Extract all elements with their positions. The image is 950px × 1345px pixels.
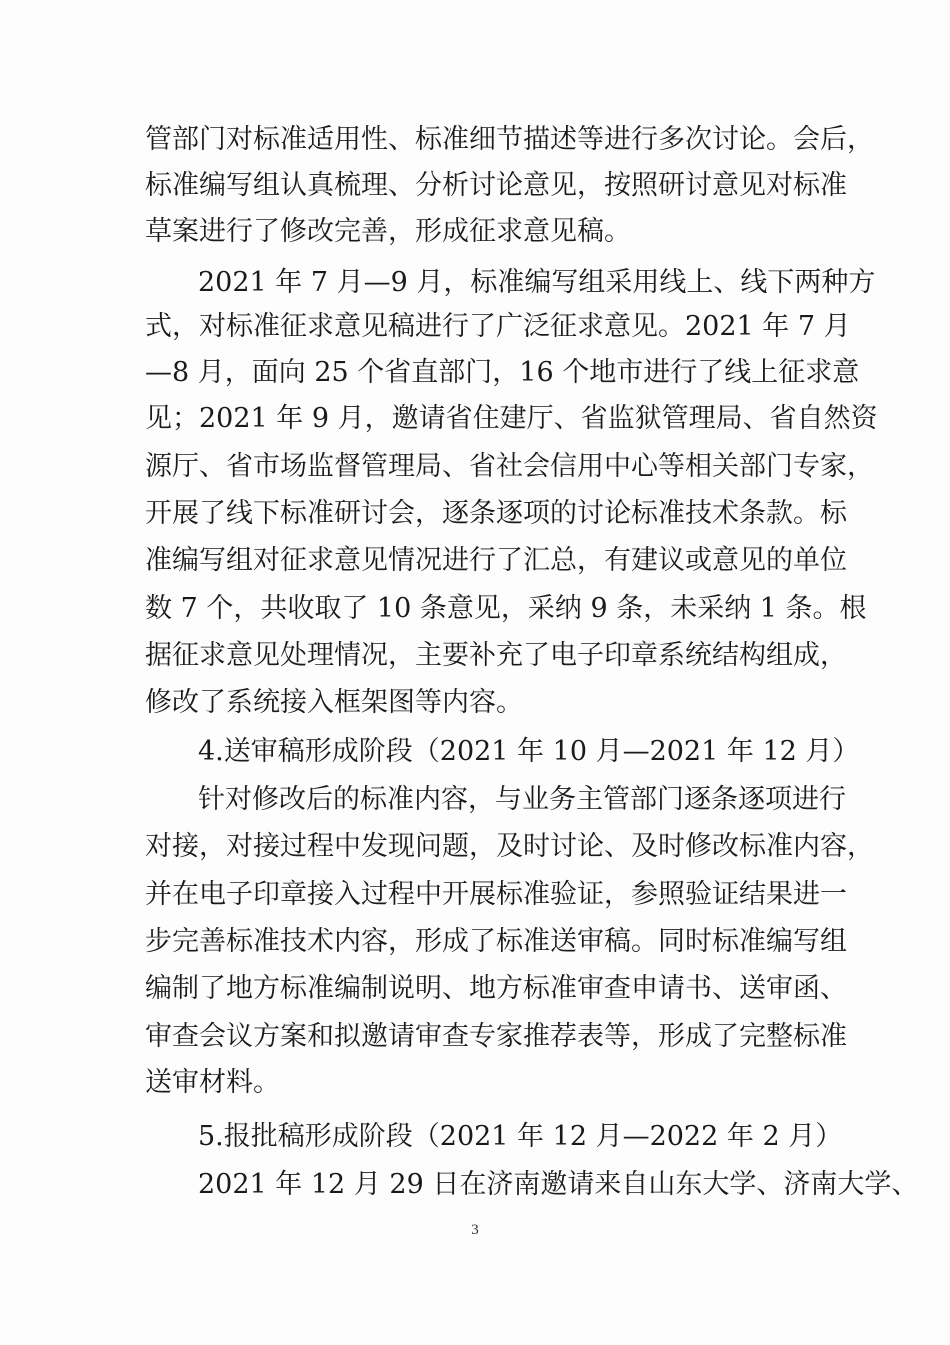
- paragraph-line: —8 月，面向 25 个省直部门，16 个地市进行了线上征求意: [145, 357, 860, 388]
- paragraph-line: 准编写组对征求意见情况进行了汇总，有建议或意见的单位: [145, 545, 847, 576]
- paragraph-line: 修改了系统接入框架图等内容。: [145, 687, 523, 718]
- paragraph-line: 送审材料。: [145, 1067, 280, 1098]
- paragraph-line: 并在电子印章接入过程中开展标准验证，参照验证结果进一: [145, 879, 847, 910]
- paragraph-line: 见；2021 年 9 月，邀请省住建厅、省监狱管理局、省自然资: [145, 403, 878, 434]
- paragraph-line: 据征求意见处理情况，主要补充了电子印章系统结构组成，: [145, 640, 847, 671]
- paragraph-line: 数 7 个，共收取了 10 条意见，采纳 9 条，未采纳 1 条。根: [145, 593, 867, 624]
- paragraph-line: 草案进行了修改完善，形成征求意见稿。: [145, 216, 631, 247]
- section-heading-line: 5.报批稿形成阶段（2021 年 12 月—2022 年 2 月）: [198, 1121, 843, 1152]
- page-number: 3: [471, 1222, 479, 1238]
- paragraph-line: 管部门对标准适用性、标准细节描述等进行多次讨论。会后，: [145, 124, 874, 155]
- paragraph-line: 2021 年 7 月—9 月，标准编写组采用线上、线下两种方: [198, 267, 876, 298]
- paragraph-line: 编制了地方标准编制说明、地方标准审查申请书、送审函、: [145, 973, 847, 1004]
- paragraph-line: 标准编写组认真梳理、分析讨论意见，按照研讨意见对标准: [145, 170, 847, 201]
- paragraph-line: 对接，对接过程中发现问题，及时讨论、及时修改标准内容，: [145, 831, 874, 862]
- paragraph-line: 针对修改后的标准内容，与业务主管部门逐条逐项进行: [198, 784, 846, 815]
- section-heading-line: 4.送审稿形成阶段（2021 年 10 月—2021 年 12 月）: [198, 736, 860, 767]
- paragraph-line: 源厅、省市场监督管理局、省社会信用中心等相关部门专家，: [145, 451, 874, 482]
- paragraph-line: 式，对标准征求意见稿进行了广泛征求意见。2021 年 7 月: [145, 311, 851, 342]
- paragraph-line: 步完善标准技术内容，形成了标准送审稿。同时标准编写组: [145, 926, 847, 957]
- paragraph-line: 开展了线下标准研讨会，逐条逐项的讨论标准技术条款。标: [145, 498, 847, 529]
- paragraph-line: 审查会议方案和拟邀请审查专家推荐表等，形成了完整标准: [145, 1021, 847, 1052]
- paragraph-line: 2021 年 12 月 29 日在济南邀请来自山东大学、济南大学、: [198, 1169, 919, 1200]
